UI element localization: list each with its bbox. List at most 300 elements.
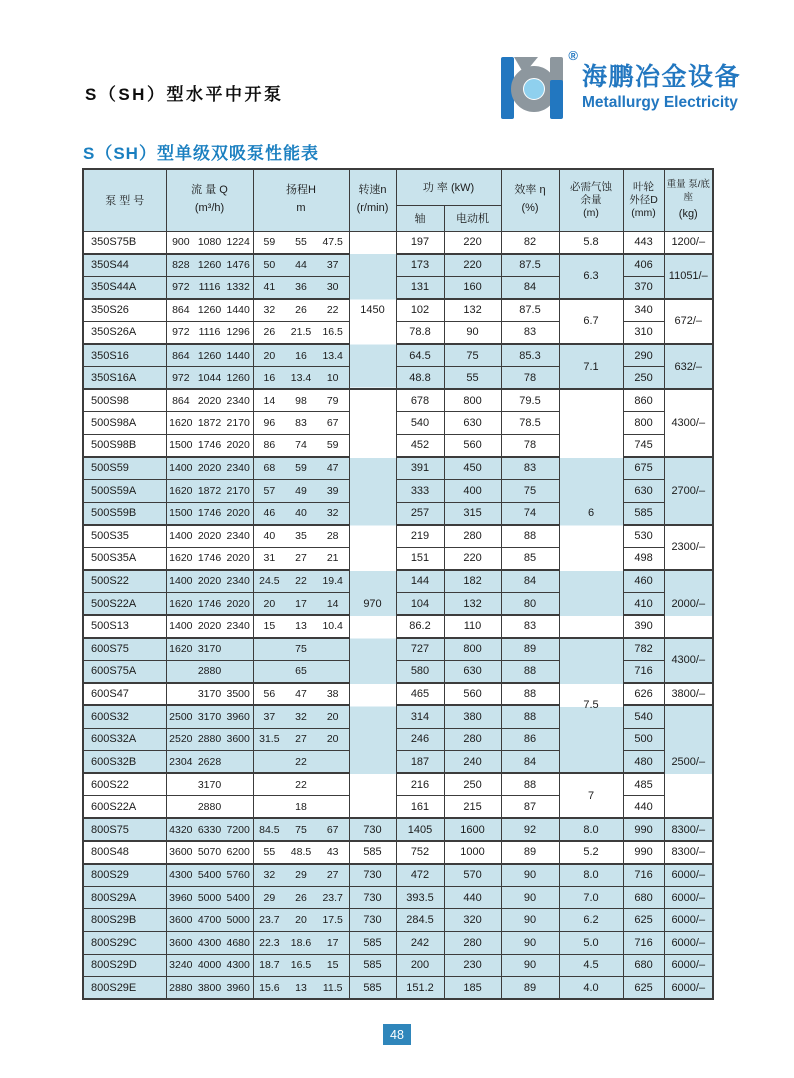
cell-head: 18.7 16.5 15 — [253, 954, 349, 977]
cell-impeller-diameter: 680 — [623, 886, 664, 909]
cell-efficiency: 87.5 — [501, 299, 559, 322]
cell-motor-power: 220 — [444, 231, 501, 254]
cell-efficiency: 90 — [501, 864, 559, 887]
col-header-model: 泵 型 号 — [83, 169, 166, 231]
cell-weight: 3800/– — [664, 683, 713, 706]
cell-flow: 1400 2020 2340 — [166, 570, 253, 593]
cell-motor-power: 630 — [444, 660, 501, 683]
cell-npsh: 5.2 — [559, 841, 623, 864]
cell-head: 41 36 30 — [253, 276, 349, 299]
cell-head: 86 74 59 — [253, 434, 349, 457]
cell-speed: 585 — [349, 841, 396, 864]
cell-efficiency: 82 — [501, 231, 559, 254]
cell-npsh: 7.1 — [559, 344, 623, 389]
cell-impeller-diameter: 782 — [623, 638, 664, 661]
cell-head: 26 21.5 16.5 — [253, 321, 349, 344]
cell-efficiency: 85 — [501, 547, 559, 570]
cell-flow: 3600 5070 6200 — [166, 841, 253, 864]
cell-head: 20 17 14 — [253, 593, 349, 616]
cell-speed: 730 — [349, 818, 396, 841]
cell-head: 20 16 13.4 — [253, 344, 349, 367]
cell-efficiency: 75 — [501, 480, 559, 503]
company-logo — [494, 48, 742, 124]
cell-model: 500S98 — [83, 389, 166, 412]
cell-model: 500S22 — [83, 570, 166, 593]
cell-shaft-power: 102 — [396, 299, 444, 322]
cell-impeller-diameter: 625 — [623, 909, 664, 932]
cell-model: 500S98B — [83, 434, 166, 457]
cell-head: 50 44 37 — [253, 254, 349, 277]
cell-head: 32 29 27 — [253, 864, 349, 887]
cell-impeller-diameter: 485 — [623, 773, 664, 796]
cell-head: 15 13 10.4 — [253, 615, 349, 638]
cell-shaft-power: 752 — [396, 841, 444, 864]
cell-npsh: 6 — [559, 389, 623, 638]
cell-efficiency: 78 — [501, 434, 559, 457]
cell-motor-power: 55 — [444, 367, 501, 390]
cell-shaft-power: 151 — [396, 547, 444, 570]
cell-speed: 730 — [349, 886, 396, 909]
cell-impeller-diameter: 716 — [623, 931, 664, 954]
cell-flow: 972 1116 1296 — [166, 321, 253, 344]
cell-flow: 828 1260 1476 — [166, 254, 253, 277]
cell-speed: 730 — [349, 864, 396, 887]
cell-speed: 585 — [349, 954, 396, 977]
cell-model: 600S75A — [83, 660, 166, 683]
cell-flow: 1400 2020 2340 — [166, 615, 253, 638]
cell-flow: 1620 1872 2170 — [166, 412, 253, 435]
cell-model: 600S75 — [83, 638, 166, 661]
cell-motor-power: 90 — [444, 321, 501, 344]
col-header-power: 功 率 (kW) — [396, 169, 501, 205]
cell-model: 350S75B — [83, 231, 166, 254]
cell-impeller-diameter: 540 — [623, 705, 664, 728]
cell-shaft-power: 727 — [396, 638, 444, 661]
cell-head: 32 26 22 — [253, 299, 349, 322]
cell-head: 22 — [253, 773, 349, 796]
cell-efficiency: 83 — [501, 321, 559, 344]
cell-model: 800S29E — [83, 977, 166, 1000]
table-row — [83, 638, 713, 661]
table-row — [83, 773, 713, 796]
cell-shaft-power: 540 — [396, 412, 444, 435]
cell-impeller-diameter: 480 — [623, 751, 664, 774]
page-number-badge: 48 — [383, 1024, 411, 1045]
cell-model: 600S32 — [83, 705, 166, 728]
cell-impeller-diameter: 675 — [623, 457, 664, 480]
table-row — [83, 864, 713, 887]
cell-motor-power: 240 — [444, 751, 501, 774]
cell-impeller-diameter: 625 — [623, 977, 664, 1000]
table-title: S（SH）型单级双吸泵性能表 — [83, 144, 319, 163]
cell-efficiency: 87 — [501, 796, 559, 819]
cell-head: 31 27 21 — [253, 547, 349, 570]
cell-shaft-power: 257 — [396, 502, 444, 525]
cell-shaft-power: 314 — [396, 705, 444, 728]
cell-model: 800S29C — [83, 931, 166, 954]
cell-weight: 632/– — [664, 344, 713, 389]
cell-impeller-diameter: 440 — [623, 796, 664, 819]
cell-motor-power: 280 — [444, 525, 501, 548]
cell-head: 22.3 18.6 17 — [253, 931, 349, 954]
cell-head: 57 49 39 — [253, 480, 349, 503]
cell-flow: 3600 4700 5000 — [166, 909, 253, 932]
cell-shaft-power: 64.5 — [396, 344, 444, 367]
cell-impeller-diameter: 716 — [623, 864, 664, 887]
col-header-speed: 转速n (r/min) — [349, 169, 396, 231]
cell-shaft-power: 242 — [396, 931, 444, 954]
cell-shaft-power: 161 — [396, 796, 444, 819]
cell-shaft-power: 86.2 — [396, 615, 444, 638]
cell-head: 22 — [253, 751, 349, 774]
cell-efficiency: 74 — [501, 502, 559, 525]
table-row — [83, 909, 713, 932]
cell-weight: 672/– — [664, 299, 713, 344]
cell-impeller-diameter: 460 — [623, 570, 664, 593]
cell-model: 600S22A — [83, 796, 166, 819]
table-row — [83, 818, 713, 841]
cell-shaft-power: 216 — [396, 773, 444, 796]
cell-model: 600S32B — [83, 751, 166, 774]
cell-flow: 1620 1872 2170 — [166, 480, 253, 503]
cell-model: 600S22 — [83, 773, 166, 796]
cell-efficiency: 88 — [501, 705, 559, 728]
cell-head: 56 47 38 — [253, 683, 349, 706]
cell-weight: 11051/– — [664, 254, 713, 299]
cell-impeller-diameter: 310 — [623, 321, 664, 344]
cell-motor-power: 560 — [444, 683, 501, 706]
company-name-cn: 海鹏冶金设备 — [582, 63, 742, 92]
cell-npsh: 6.3 — [559, 254, 623, 299]
cell-npsh: 8.0 — [559, 818, 623, 841]
cell-shaft-power: 173 — [396, 254, 444, 277]
performance-table — [82, 168, 714, 1000]
cell-impeller-diameter: 530 — [623, 525, 664, 548]
cell-impeller-diameter: 990 — [623, 818, 664, 841]
cell-shaft-power: 678 — [396, 389, 444, 412]
cell-shaft-power: 580 — [396, 660, 444, 683]
cell-motor-power: 250 — [444, 773, 501, 796]
cell-shaft-power: 219 — [396, 525, 444, 548]
cell-shaft-power: 200 — [396, 954, 444, 977]
cell-head: 84.5 75 67 — [253, 818, 349, 841]
cell-head: 23.7 20 17.5 — [253, 909, 349, 932]
cell-shaft-power: 391 — [396, 457, 444, 480]
cell-model: 500S59A — [83, 480, 166, 503]
cell-weight: 8300/– — [664, 818, 713, 841]
cell-impeller-diameter: 585 — [623, 502, 664, 525]
col-header-motor-power: 电动机 — [444, 205, 501, 231]
table-row — [83, 389, 713, 412]
cell-motor-power: 440 — [444, 886, 501, 909]
cell-model: 800S29A — [83, 886, 166, 909]
cell-model: 350S26 — [83, 299, 166, 322]
table-row — [83, 886, 713, 909]
cell-efficiency: 78.5 — [501, 412, 559, 435]
cell-head: 24.5 22 19.4 — [253, 570, 349, 593]
cell-model: 350S16 — [83, 344, 166, 367]
cell-head: 96 83 67 — [253, 412, 349, 435]
cell-impeller-diameter: 990 — [623, 841, 664, 864]
cell-model: 500S35A — [83, 547, 166, 570]
table-row — [83, 977, 713, 1000]
cell-flow: 2500 3170 3960 — [166, 705, 253, 728]
cell-speed: 585 — [349, 977, 396, 1000]
cell-impeller-diameter: 680 — [623, 954, 664, 977]
cell-model: 350S26A — [83, 321, 166, 344]
cell-flow: 2880 — [166, 660, 253, 683]
cell-shaft-power: 104 — [396, 593, 444, 616]
cell-npsh: 4.5 — [559, 954, 623, 977]
cell-motor-power: 800 — [444, 638, 501, 661]
cell-efficiency: 89 — [501, 977, 559, 1000]
cell-weight: 2000/– — [664, 570, 713, 638]
cell-motor-power: 560 — [444, 434, 501, 457]
cell-model: 500S98A — [83, 412, 166, 435]
company-name-en: Metallurgy Electricity — [582, 93, 738, 111]
cell-efficiency: 85.3 — [501, 344, 559, 367]
cell-motor-power: 220 — [444, 254, 501, 277]
cell-weight: 6000/– — [664, 977, 713, 1000]
cell-efficiency: 86 — [501, 728, 559, 751]
cell-flow: 4300 5400 5760 — [166, 864, 253, 887]
col-header-head: 扬程H m — [253, 169, 349, 231]
cell-npsh: 8.0 — [559, 864, 623, 887]
cell-efficiency: 79.5 — [501, 389, 559, 412]
cell-shaft-power: 131 — [396, 276, 444, 299]
cell-head: 55 48.5 43 — [253, 841, 349, 864]
cell-flow: 3240 4000 4300 — [166, 954, 253, 977]
cell-motor-power: 132 — [444, 299, 501, 322]
cell-head: 14 98 79 — [253, 389, 349, 412]
table-row — [83, 344, 713, 367]
cell-flow: 3170 3500 — [166, 683, 253, 706]
cell-flow: 900 1080 1224 — [166, 231, 253, 254]
col-header-npsh: 必需气蚀 余量 (m) — [559, 169, 623, 231]
cell-efficiency: 88 — [501, 660, 559, 683]
cell-model: 500S13 — [83, 615, 166, 638]
cell-speed: 1450 — [349, 231, 396, 389]
cell-motor-power: 110 — [444, 615, 501, 638]
table-row — [83, 299, 713, 322]
cell-shaft-power: 246 — [396, 728, 444, 751]
cell-flow: 1500 1746 2020 — [166, 434, 253, 457]
cell-impeller-diameter: 745 — [623, 434, 664, 457]
cell-shaft-power: 197 — [396, 231, 444, 254]
cell-npsh: 5.0 — [559, 931, 623, 954]
cell-shaft-power: 151.2 — [396, 977, 444, 1000]
cell-model: 600S32A — [83, 728, 166, 751]
cell-npsh: 4.0 — [559, 977, 623, 1000]
cell-flow: 2520 2880 3600 — [166, 728, 253, 751]
cell-model: 800S48 — [83, 841, 166, 864]
cell-weight: 4300/– — [664, 389, 713, 457]
cell-efficiency: 83 — [501, 457, 559, 480]
cell-impeller-diameter: 800 — [623, 412, 664, 435]
cell-motor-power: 220 — [444, 547, 501, 570]
cell-motor-power: 630 — [444, 412, 501, 435]
cell-efficiency: 92 — [501, 818, 559, 841]
cell-model: 600S47 — [83, 683, 166, 706]
cell-shaft-power: 144 — [396, 570, 444, 593]
cell-motor-power: 280 — [444, 728, 501, 751]
cell-impeller-diameter: 860 — [623, 389, 664, 412]
cell-weight: 2500/– — [664, 705, 713, 818]
cell-model: 500S35 — [83, 525, 166, 548]
cell-model: 500S59B — [83, 502, 166, 525]
cell-motor-power: 320 — [444, 909, 501, 932]
cell-efficiency: 90 — [501, 886, 559, 909]
cell-shaft-power: 284.5 — [396, 909, 444, 932]
cell-shaft-power: 333 — [396, 480, 444, 503]
col-header-shaft-power: 轴 — [396, 205, 444, 231]
cell-head: 18 — [253, 796, 349, 819]
cell-efficiency: 78 — [501, 367, 559, 390]
cell-motor-power: 230 — [444, 954, 501, 977]
cell-weight: 2300/– — [664, 525, 713, 570]
table-header — [83, 169, 713, 231]
table-row — [83, 841, 713, 864]
cell-shaft-power: 452 — [396, 434, 444, 457]
cell-motor-power: 380 — [444, 705, 501, 728]
cell-weight: 1200/– — [664, 231, 713, 254]
cell-weight: 6000/– — [664, 886, 713, 909]
cell-impeller-diameter: 630 — [623, 480, 664, 503]
cell-flow: 2880 3800 3960 — [166, 977, 253, 1000]
cell-efficiency: 83 — [501, 615, 559, 638]
cell-head: 37 32 20 — [253, 705, 349, 728]
cell-head: 46 40 32 — [253, 502, 349, 525]
cell-flow: 2304 2628 — [166, 751, 253, 774]
cell-efficiency: 90 — [501, 954, 559, 977]
cell-impeller-diameter: 626 — [623, 683, 664, 706]
cell-model: 800S29B — [83, 909, 166, 932]
cell-model: 500S59 — [83, 457, 166, 480]
cell-flow: 1500 1746 2020 — [166, 502, 253, 525]
cell-model: 350S16A — [83, 367, 166, 390]
cell-motor-power: 570 — [444, 864, 501, 887]
cell-shaft-power: 187 — [396, 751, 444, 774]
cell-shaft-power: 48.8 — [396, 367, 444, 390]
table-row — [83, 231, 713, 254]
cell-impeller-diameter: 250 — [623, 367, 664, 390]
cell-flow: 4320 6330 7200 — [166, 818, 253, 841]
company-logo-mark — [494, 48, 578, 124]
cell-head: 75 — [253, 638, 349, 661]
cell-efficiency: 88 — [501, 683, 559, 706]
cell-weight: 6000/– — [664, 864, 713, 887]
cell-head: 16 13.4 10 — [253, 367, 349, 390]
cell-weight: 6000/– — [664, 954, 713, 977]
cell-motor-power: 400 — [444, 480, 501, 503]
table-body — [83, 231, 713, 999]
cell-head: 68 59 47 — [253, 457, 349, 480]
cell-flow: 1620 3170 — [166, 638, 253, 661]
cell-npsh: 7.5 — [559, 638, 623, 774]
cell-motor-power: 182 — [444, 570, 501, 593]
cell-impeller-diameter: 390 — [623, 615, 664, 638]
cell-flow: 864 1260 1440 — [166, 344, 253, 367]
cell-motor-power: 280 — [444, 931, 501, 954]
cell-model: 800S29D — [83, 954, 166, 977]
cell-motor-power: 1600 — [444, 818, 501, 841]
cell-model: 500S22A — [83, 593, 166, 616]
cell-weight: 8300/– — [664, 841, 713, 864]
cell-impeller-diameter: 406 — [623, 254, 664, 277]
cell-motor-power: 160 — [444, 276, 501, 299]
cell-efficiency: 90 — [501, 931, 559, 954]
cell-efficiency: 88 — [501, 773, 559, 796]
cell-weight: 2700/– — [664, 457, 713, 525]
registered-trademark-icon: ® — [568, 48, 578, 63]
cell-impeller-diameter: 340 — [623, 299, 664, 322]
cell-efficiency: 89 — [501, 841, 559, 864]
cell-head: 29 26 23.7 — [253, 886, 349, 909]
cell-weight: 6000/– — [664, 931, 713, 954]
cell-npsh: 5.8 — [559, 231, 623, 254]
cell-impeller-diameter: 498 — [623, 547, 664, 570]
col-header-impeller-diameter: 叶轮 外径D (mm) — [623, 169, 664, 231]
cell-motor-power: 450 — [444, 457, 501, 480]
cell-efficiency: 80 — [501, 593, 559, 616]
cell-efficiency: 84 — [501, 276, 559, 299]
cell-shaft-power: 465 — [396, 683, 444, 706]
cell-efficiency: 90 — [501, 909, 559, 932]
cell-motor-power: 1000 — [444, 841, 501, 864]
company-logo-text — [582, 64, 741, 112]
table-row — [83, 954, 713, 977]
cell-speed: 730 — [349, 909, 396, 932]
cell-impeller-diameter: 443 — [623, 231, 664, 254]
cell-head: 15.6 13 11.5 — [253, 977, 349, 1000]
cell-model: 800S75 — [83, 818, 166, 841]
cell-efficiency: 84 — [501, 751, 559, 774]
cell-weight: 6000/– — [664, 909, 713, 932]
cell-flow: 972 1044 1260 — [166, 367, 253, 390]
cell-speed: 585 — [349, 931, 396, 954]
cell-shaft-power: 78.8 — [396, 321, 444, 344]
cell-motor-power: 800 — [444, 389, 501, 412]
cell-efficiency: 89 — [501, 638, 559, 661]
col-header-flow: 流 量 Q (m³/h) — [166, 169, 253, 231]
cell-weight: 4300/– — [664, 638, 713, 683]
table-row — [83, 931, 713, 954]
cell-impeller-diameter: 716 — [623, 660, 664, 683]
cell-npsh: 7 — [559, 773, 623, 818]
cell-flow: 3960 5000 5400 — [166, 886, 253, 909]
cell-flow: 1620 1746 2020 — [166, 593, 253, 616]
cell-motor-power: 315 — [444, 502, 501, 525]
cell-npsh: 7.0 — [559, 886, 623, 909]
cell-head: 65 — [253, 660, 349, 683]
cell-shaft-power: 393.5 — [396, 886, 444, 909]
cell-flow: 1400 2020 2340 — [166, 525, 253, 548]
cell-motor-power: 132 — [444, 593, 501, 616]
table-row — [83, 254, 713, 277]
cell-motor-power: 75 — [444, 344, 501, 367]
cell-model: 350S44A — [83, 276, 166, 299]
cell-efficiency: 88 — [501, 525, 559, 548]
cell-motor-power: 215 — [444, 796, 501, 819]
col-header-weight: 重量 泵/底座 (kg) — [664, 169, 713, 231]
cell-flow: 3600 4300 4680 — [166, 931, 253, 954]
cell-head: 31.5 27 20 — [253, 728, 349, 751]
cell-shaft-power: 1405 — [396, 818, 444, 841]
cell-model: 350S44 — [83, 254, 166, 277]
cell-impeller-diameter: 500 — [623, 728, 664, 751]
cell-flow: 972 1116 1332 — [166, 276, 253, 299]
cell-flow: 3170 — [166, 773, 253, 796]
